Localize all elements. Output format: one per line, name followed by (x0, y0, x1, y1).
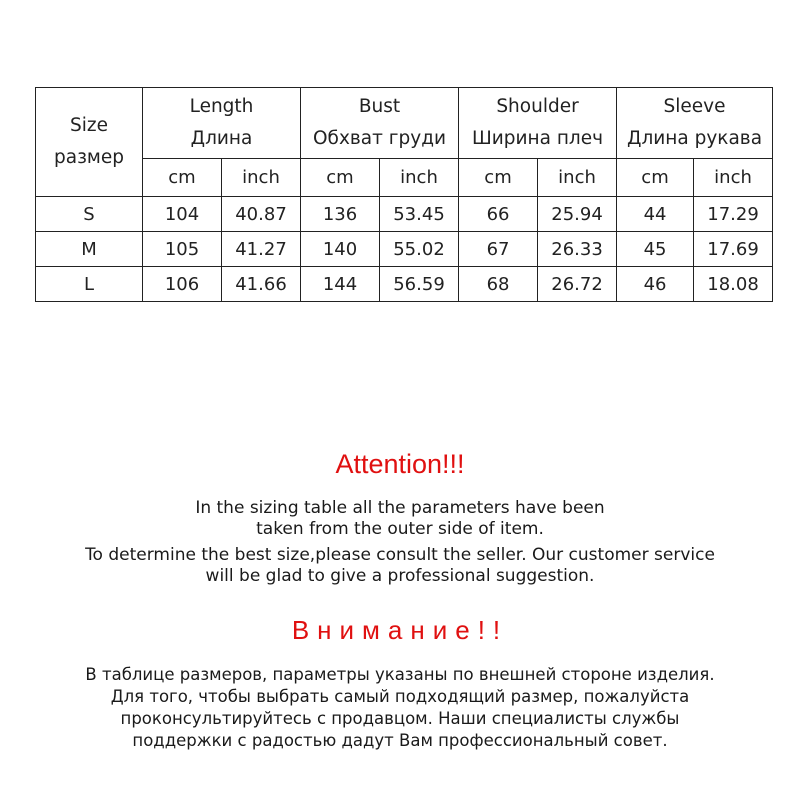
units-row (36, 159, 773, 197)
notice-en (0, 498, 800, 587)
size-cell: S (36, 197, 143, 232)
size-table (35, 87, 773, 302)
value-cell: 136 (301, 197, 380, 232)
sleeve-header-ru: Длина рукава (626, 128, 763, 149)
length-header-en: Length (189, 96, 254, 117)
unit-cell: cm (301, 159, 380, 197)
notice-ru-line: поддержки с радостью дадут Вам профессиональный совет. (132, 731, 668, 750)
value-cell: 140 (301, 232, 380, 267)
table-row (36, 267, 773, 302)
size-header-cell (36, 88, 143, 197)
unit-cell: cm (617, 159, 694, 197)
value-cell: 26.72 (538, 267, 617, 302)
notice-ru-line: проконсультируйтесь с продавцом. Наши специалисты службы (120, 709, 680, 728)
shoulder-header-ru: Ширина плеч (471, 128, 604, 149)
size-cell: L (36, 267, 143, 302)
value-cell: 66 (459, 197, 538, 232)
table-header-row (36, 88, 773, 159)
value-cell: 44 (617, 197, 694, 232)
table-row (36, 232, 773, 267)
unit-cell: cm (459, 159, 538, 197)
size-header-en: Size (70, 115, 108, 136)
value-cell: 55.02 (380, 232, 459, 267)
sleeve-header-en: Sleeve (663, 96, 726, 117)
value-cell: 144 (301, 267, 380, 302)
unit-cell: inch (694, 159, 773, 197)
value-cell: 26.33 (538, 232, 617, 267)
value-cell: 67 (459, 232, 538, 267)
value-cell: 68 (459, 267, 538, 302)
size-header-ru: размер (54, 147, 124, 168)
notice-en-line: To determine the best size,please consult the seller. Our customer service (85, 545, 715, 565)
notice-en-line: In the sizing table all the parameters have been (195, 498, 605, 518)
value-cell: 25.94 (538, 197, 617, 232)
bust-header-en: Bust (358, 96, 401, 117)
sleeve-header-cell (617, 88, 773, 159)
length-header-ru: Длина (190, 128, 253, 149)
value-cell: 17.69 (694, 232, 773, 267)
notice-ru-line: Для того, чтобы выбрать самый подходящий размер, пожалуйста (110, 687, 690, 706)
table-row (36, 197, 773, 232)
value-cell: 104 (143, 197, 222, 232)
value-cell: 56.59 (380, 267, 459, 302)
value-cell: 41.66 (222, 267, 301, 302)
size-cell: M (36, 232, 143, 267)
value-cell: 40.87 (222, 197, 301, 232)
value-cell: 53.45 (380, 197, 459, 232)
unit-cell: cm (143, 159, 222, 197)
attention-heading-en: Attention!!! (335, 449, 465, 479)
unit-cell: inch (538, 159, 617, 197)
length-header-cell (143, 88, 301, 159)
notice-ru-line: В таблице размеров, параметры указаны по внешней стороне изделия. (85, 665, 715, 684)
shoulder-header-en: Shoulder (496, 96, 579, 117)
notice-en-line: taken from the outer side of item. (256, 519, 544, 539)
value-cell: 46 (617, 267, 694, 302)
notice-ru (0, 664, 800, 752)
unit-cell: inch (380, 159, 459, 197)
attention-heading-ru: Внимание!! (291, 615, 509, 645)
value-cell: 106 (143, 267, 222, 302)
value-cell: 41.27 (222, 232, 301, 267)
unit-cell: inch (222, 159, 301, 197)
shoulder-header-cell (459, 88, 617, 159)
notice-en-line: will be glad to give a professional suggestion. (205, 566, 595, 586)
bust-header-cell (301, 88, 459, 159)
value-cell: 45 (617, 232, 694, 267)
value-cell: 105 (143, 232, 222, 267)
value-cell: 17.29 (694, 197, 773, 232)
value-cell: 18.08 (694, 267, 773, 302)
bust-header-ru: Обхват груди (312, 128, 447, 149)
